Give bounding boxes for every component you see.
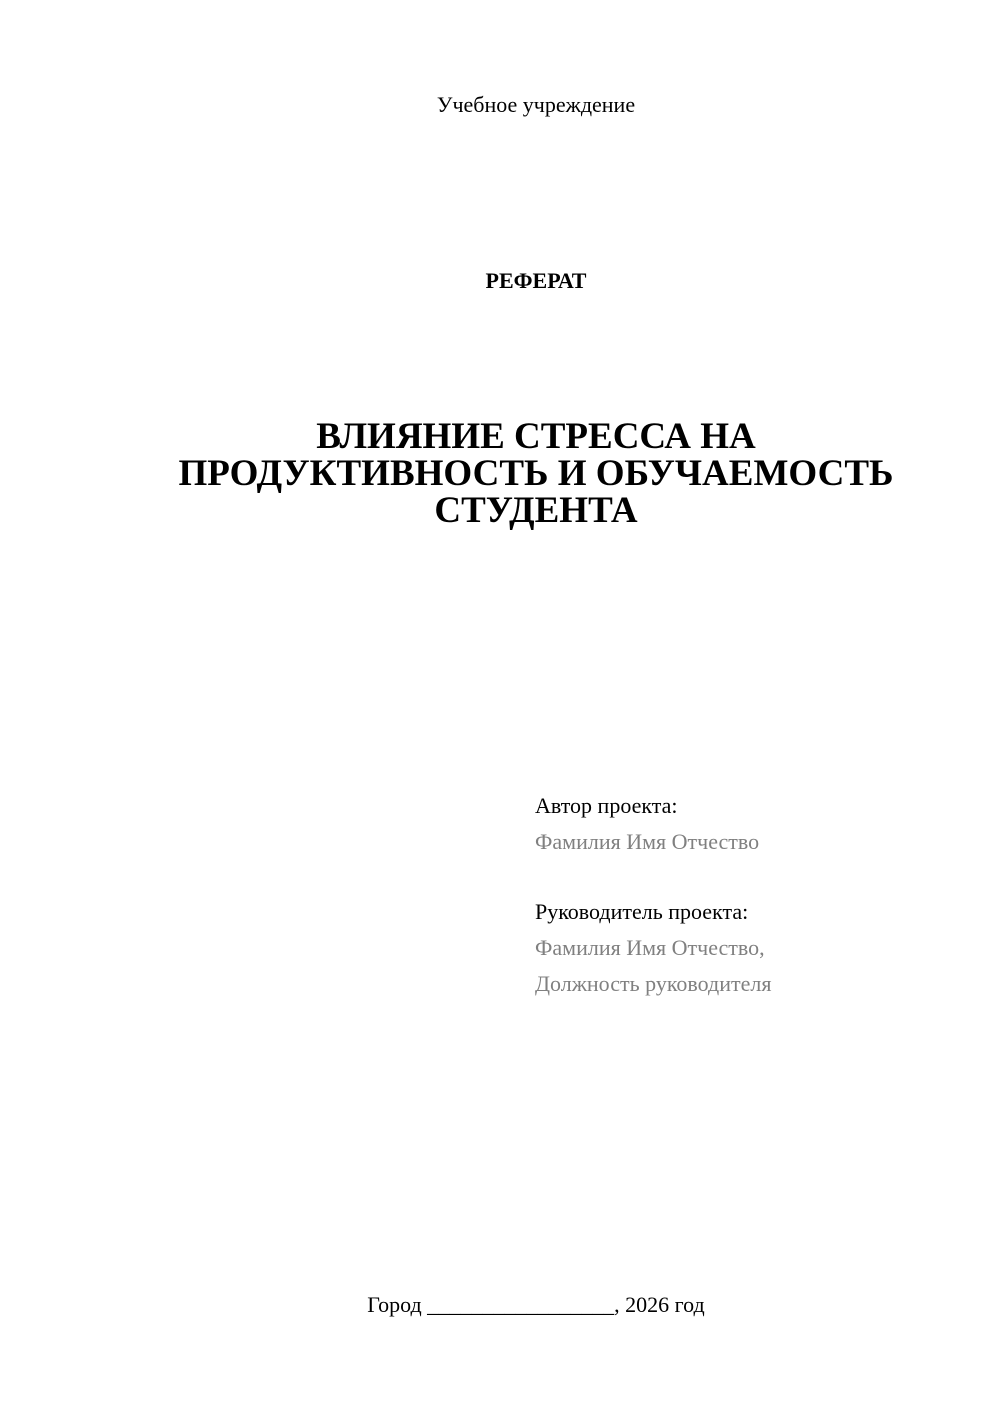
report-title-line: СТУДЕНТА [434, 490, 638, 531]
project-info [535, 788, 955, 1002]
author-label: Автор проекта: [535, 793, 678, 818]
document-type: РЕФЕРАТ [485, 268, 587, 293]
supervisor-position: Должность руководителя [535, 971, 772, 996]
institution-name: Учебное учреждение [436, 92, 636, 117]
report-title [100, 418, 972, 529]
supervisor-name: Фамилия Имя Отчество, [535, 935, 765, 960]
report-title-line: ВЛИЯНИЕ СТРЕССА НА [316, 416, 756, 457]
city-year-footer: Город _________________, 2026 год [367, 1292, 705, 1317]
supervisor-label: Руководитель проекта: [535, 899, 749, 924]
author-name: Фамилия Имя Отчество [535, 829, 760, 854]
report-title-line: ПРОДУКТИВНОСТЬ И ОБУЧАЕМОСТЬ [178, 453, 894, 494]
spacer [535, 860, 955, 894]
